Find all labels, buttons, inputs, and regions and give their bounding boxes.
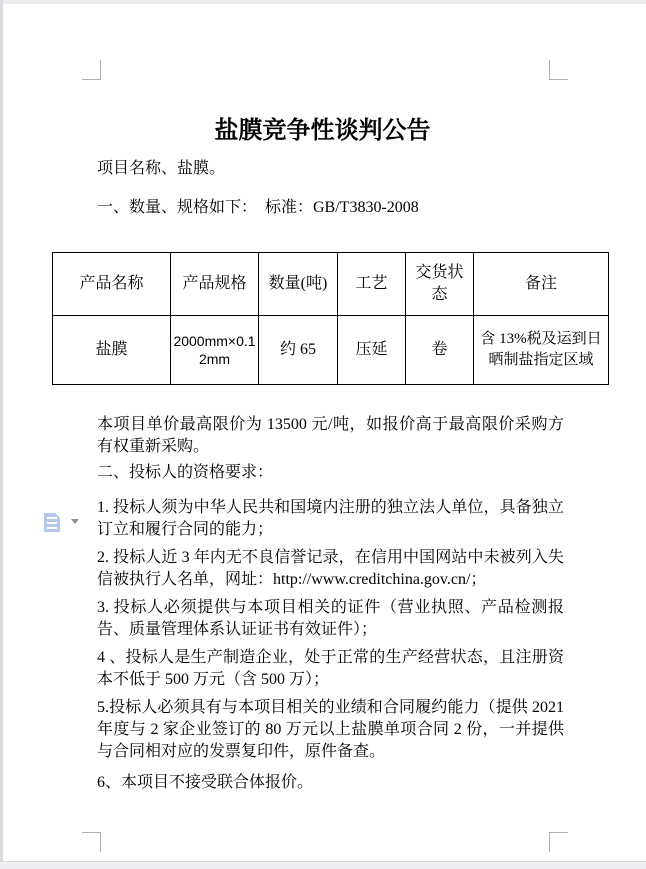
header-product-name: 产品名称 [53, 253, 171, 316]
paragraph-item-1: 1. 投标人须为中华人民共和国境内注册的独立法人单位，具备独立订立和履行合同的能力； [97, 499, 564, 538]
paragraph-item-4: 4 、投标人是生产制造企业，处于正常的生产经营状态，且注册资本不低于 500 万元（含 500 万）； [97, 649, 564, 688]
paragraph-section2-heading: 二、投标人的资格要求： [97, 464, 274, 481]
cell-delivery-state: 卷 [406, 316, 474, 385]
crop-mark-bottom-right [549, 832, 568, 852]
document-content [79, 0, 602, 794]
header-product-spec: 产品规格 [171, 253, 259, 316]
product-spec-table [52, 252, 609, 385]
paragraph-item-6: 6、本项目不接受联合体报价。 [97, 774, 314, 791]
paragraph-price-limit: 本项目单价最高限价为 13500 元/吨，如报价高于最高限价采购方有权重新采购。 [97, 416, 564, 455]
header-delivery-state: 交货状态 [406, 253, 474, 316]
paragraph-item-5: 5.投标人必须具有与本项目相关的业绩和合同履约能力（提供 2021 年度与 2 家企业签订的 80 万元以上盐膜单项合同 2 份，一并提供与合同相对应的发票复印件，原件备查。 [97, 699, 564, 760]
page-title: 盐膜竞争性谈判公告 [214, 118, 431, 144]
cell-remark: 含 13%税及运到日晒制盐指定区域 [474, 316, 609, 385]
table-header-row [53, 253, 609, 316]
table-row [53, 316, 609, 385]
canvas-edge-left [0, 0, 3, 868]
document-object-icon[interactable] [44, 513, 60, 532]
paragraph-item-2: 2. 投标人近 3 年内无不良信誉记录，在信用中国网站中未被列入失信被执行人名单，网址：http://www.creditchina.gov.cn/； [97, 549, 564, 588]
paragraph-project-name: 项目名称、盐膜。 [97, 160, 226, 177]
cell-process: 压延 [338, 316, 406, 385]
crop-mark-bottom-left [82, 832, 101, 852]
anchor-triangle-icon [71, 519, 79, 524]
header-remark: 备注 [474, 253, 609, 316]
cell-product-name: 盐膜 [53, 316, 171, 385]
paragraph-item-3: 3. 投标人必须提供与本项目相关的证件（营业执照、产品检测报告、质量管理体系认证证书有效证件）； [97, 599, 564, 638]
cell-quantity: 约 65 [259, 316, 338, 385]
cell-product-spec: 2000mm×0.12mm [171, 316, 259, 385]
header-process: 工艺 [338, 253, 406, 316]
paragraph-section1: 一、数量、规格如下： 标准：GB/T3830-2008 [97, 199, 419, 216]
header-quantity: 数量(吨) [259, 253, 338, 316]
